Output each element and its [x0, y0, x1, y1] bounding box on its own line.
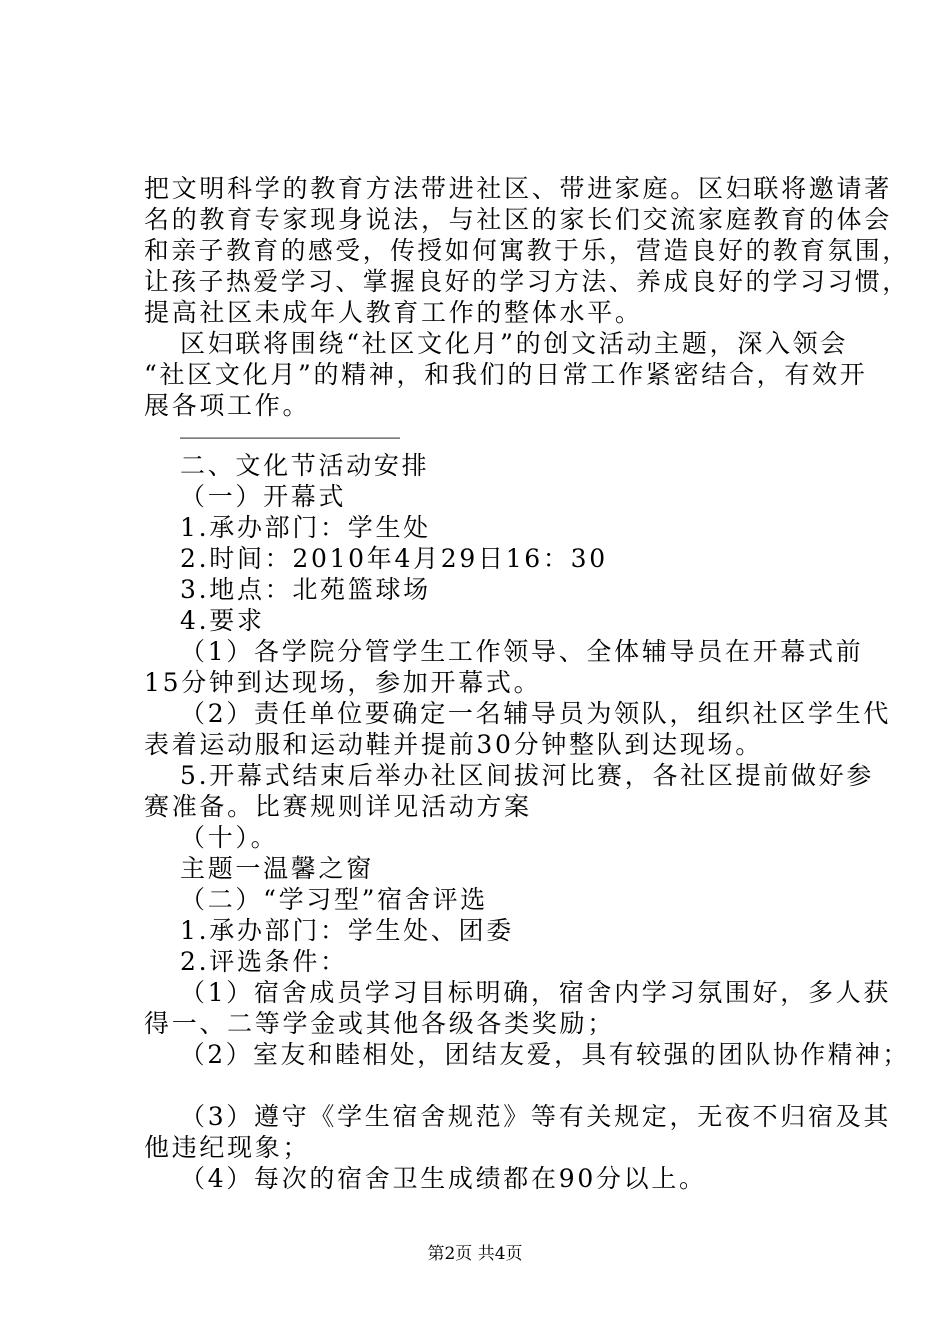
body-line-6: 区妇联将围绕“社区文化月”的创文活动主题，深入领会: [180, 329, 849, 358]
body-line-4: 让孩子热爱学习、掌握良好的学习方法、养成良好的学习习惯，: [144, 267, 910, 296]
body-line-25: 1.承办部门：学生处、团委: [180, 916, 514, 945]
section-heading: 二、文化节活动安排: [180, 451, 430, 480]
body-line-19: 表着运动服和运动鞋并提前30分钟整队到达现场。: [144, 730, 763, 759]
body-line-27: （1）宿舍成员学习目标明确，宿舍内学习氛围好，多人获: [180, 978, 892, 1007]
body-line-29: （2）室友和睦相处，团结友爱，具有较强的团队协作精神；: [180, 1040, 910, 1069]
body-line-32: （4）每次的宿舍卫生成绩都在90分以上。: [180, 1164, 707, 1193]
body-line-3: 和亲子教育的感受，传授如何寓教于乐，营造良好的教育氛围，: [144, 236, 910, 265]
body-line-18: （2）责任单位要确定一名辅导员为领队，组织社区学生代: [180, 699, 892, 728]
body-line-22: （十）。: [180, 823, 279, 852]
body-line-30: （3）遵守《学生宿舍规范》等有关规定，无夜不归宿及其: [180, 1102, 892, 1131]
body-line-12: 1.承办部门：学生处: [180, 513, 431, 542]
separator-line: ____________________: [180, 414, 400, 439]
subsection-heading-2: （二）“学习型”宿舍评选: [180, 885, 488, 914]
body-line-31: 他违纪现象；: [144, 1133, 311, 1162]
body-line-1: 把文明科学的教育方法带进社区、带进家庭。区妇联将邀请著: [144, 174, 892, 203]
body-line-20: 5.开幕式结束后举办社区间拔河比赛，各社区提前做好参: [180, 761, 875, 790]
body-line-26: 2.评选条件：: [180, 947, 348, 976]
theme-heading: 主题一温馨之窗: [180, 854, 374, 883]
page-number-footer: 第2页 共4页: [427, 1244, 523, 1264]
body-line-8: 展各项工作。: [144, 391, 311, 420]
body-line-7: “社区文化月”的精神，和我们的日常工作紧密结合，有效开: [144, 360, 868, 389]
body-line-14: 3.地点：北苑篮球场: [180, 575, 431, 604]
body-line-16: （1）各学院分管学生工作领导、全体辅导员在开幕式前: [180, 637, 864, 666]
body-line-21: 赛准备。比赛规则详见活动方案: [144, 792, 532, 821]
body-line-5: 提高社区未成年人教育工作的整体水平。: [144, 298, 643, 327]
body-line-15: 4.要求: [180, 606, 265, 635]
body-line-17: 15分钟到达现场，参加开幕式。: [144, 668, 542, 697]
body-line-28: 得一、二等学金或其他各级各类奖励；: [144, 1009, 615, 1038]
subsection-heading-1: （一）开幕式: [180, 482, 347, 511]
body-line-2: 名的教育专家现身说法，与社区的家长们交流家庭教育的体会: [144, 205, 892, 234]
body-line-13: 2.时间：2010年4月29日16：30: [180, 544, 608, 573]
